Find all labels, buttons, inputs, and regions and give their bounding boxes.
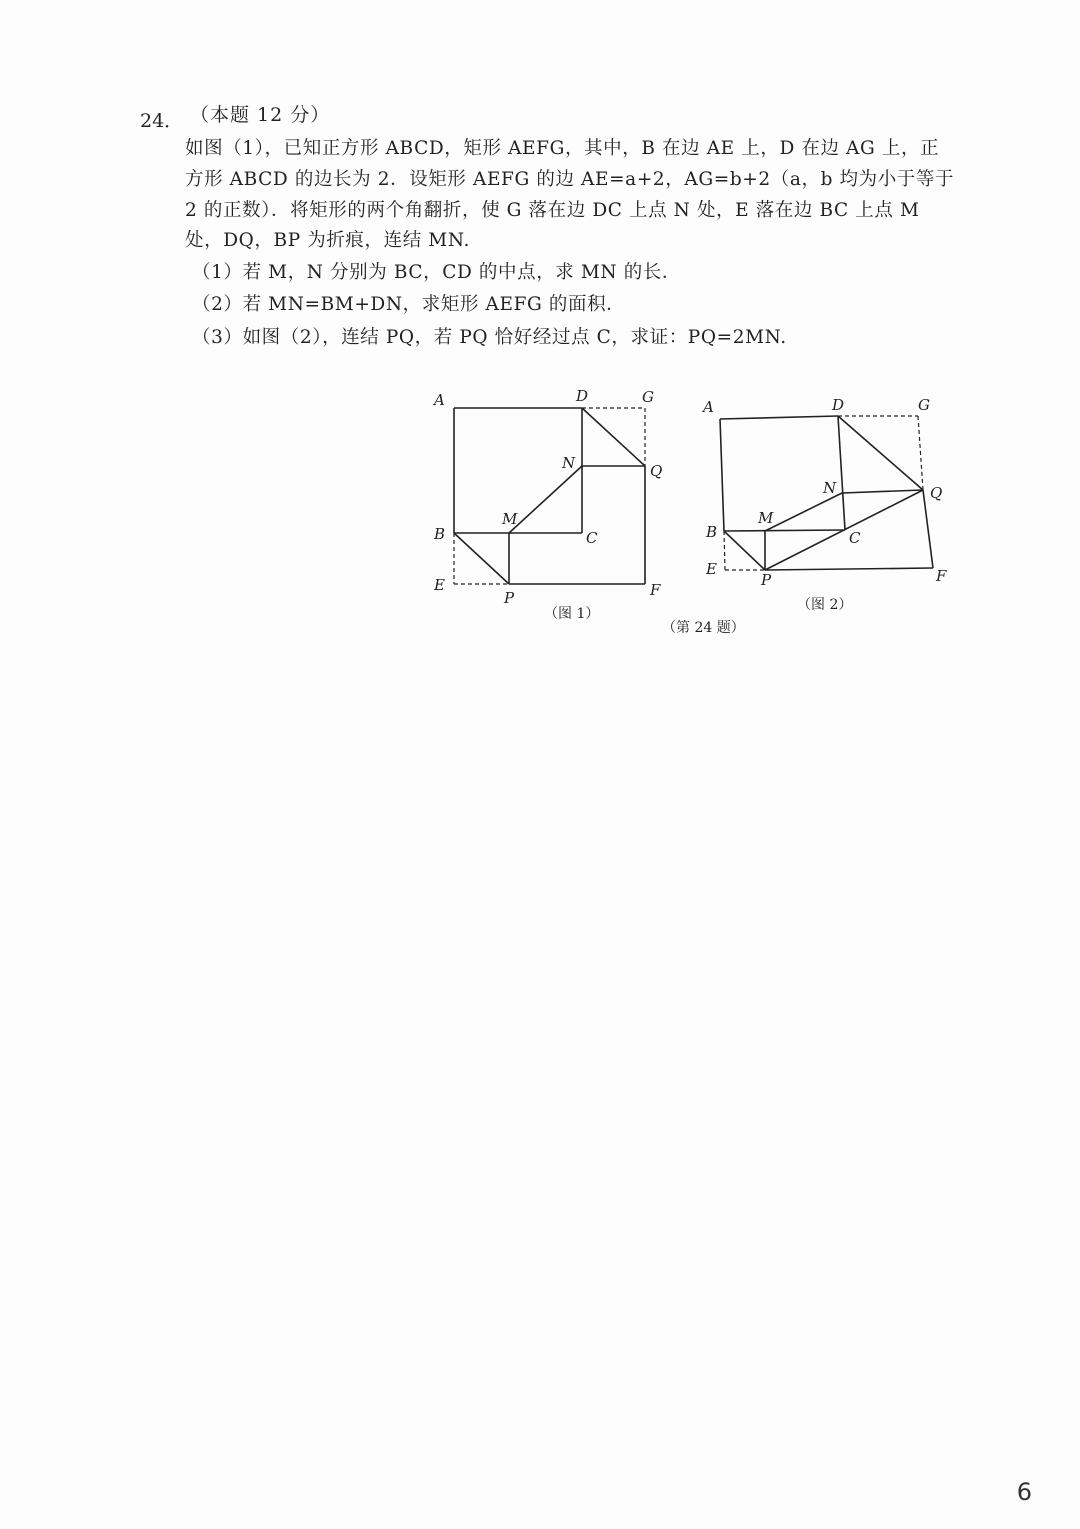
fig1-label-F: F [650, 581, 661, 599]
fig2-dash-GQ [918, 416, 923, 490]
fig2-caption: （图 2） [797, 597, 853, 613]
fig1-label-B: B [434, 525, 446, 543]
fig1-fold-BP [454, 533, 509, 584]
fig1-label-E: E [434, 576, 445, 594]
fig2-edge-AD [720, 416, 838, 419]
fig1-label-Q: Q [650, 462, 663, 480]
fig2-label-E: E [706, 560, 717, 578]
fig1-label-N: N [562, 454, 576, 472]
fig1-MN [509, 466, 582, 533]
fig2-edge-PF [765, 568, 933, 570]
problem-line: 方形 ABCD 的边长为 2．设矩形 AEFG 的边 AE=a+2，AG=b+2（a，b 均为小于等于 [185, 169, 955, 190]
problem-line: 处，DQ，BP 为折痕，连结 MN. [185, 230, 470, 251]
fig2-MN [765, 493, 842, 531]
geometry-figures [0, 0, 1080, 660]
page-number: 6 [1016, 1478, 1032, 1506]
fig2-fold-DQ [838, 416, 923, 490]
figure-1 [454, 408, 645, 584]
fig1-label-D: D [576, 387, 589, 405]
fig2-edge-DC [838, 416, 845, 530]
fig2-label-D: D [832, 396, 845, 414]
fig2-label-M: M [758, 509, 774, 527]
fig2-label-A: A [703, 398, 714, 416]
fig2-label-P: P [761, 571, 772, 589]
fig2-label-C: C [849, 529, 861, 547]
fig2-fold-BP [724, 531, 765, 570]
fig1-label-M: M [502, 510, 518, 528]
fig2-label-Q: Q [930, 484, 943, 502]
fig1-fold-DQ [582, 408, 645, 466]
sub-question-2: （2）若 MN=BM+DN，求矩形 AEFG 的面积． [192, 294, 626, 315]
fig1-label-A: A [434, 391, 445, 409]
problem-line: 如图（1），已知正方形 ABCD，矩形 AEFG，其中，B 在边 AE 上，D 在边 AG 上，正 [185, 138, 940, 159]
sub-question-3: （3）如图（2），连结 PQ，若 PQ 恰好经过点 C，求证：PQ=2MN. [192, 327, 787, 348]
fig2-edge-BC [724, 530, 845, 531]
fig1-label-P: P [504, 589, 515, 607]
figures-overall-caption: （第 24 题） [662, 620, 745, 636]
fig2-NQ [842, 490, 923, 493]
fig2-edge-AB [720, 419, 724, 531]
question-number: 24． [140, 110, 184, 132]
fig2-dash-BE [724, 531, 725, 570]
question-header: （本题 12 分） [190, 104, 331, 126]
fig2-label-G: G [918, 396, 930, 414]
fig1-label-C: C [586, 529, 598, 547]
fig2-label-N: N [823, 479, 837, 497]
fig1-label-G: G [642, 388, 654, 406]
fig2-label-B: B [706, 523, 718, 541]
sub-question-1: （1）若 M，N 分别为 BC，CD 的中点，求 MN 的长． [192, 262, 681, 283]
fig1-caption: （图 1） [544, 606, 600, 622]
fig2-label-F: F [936, 567, 947, 585]
problem-line: 2 的正数）．将矩形的两个角翻折，使 G 落在边 DC 上点 N 处，E 落在边 BC 上点 M [185, 200, 920, 221]
